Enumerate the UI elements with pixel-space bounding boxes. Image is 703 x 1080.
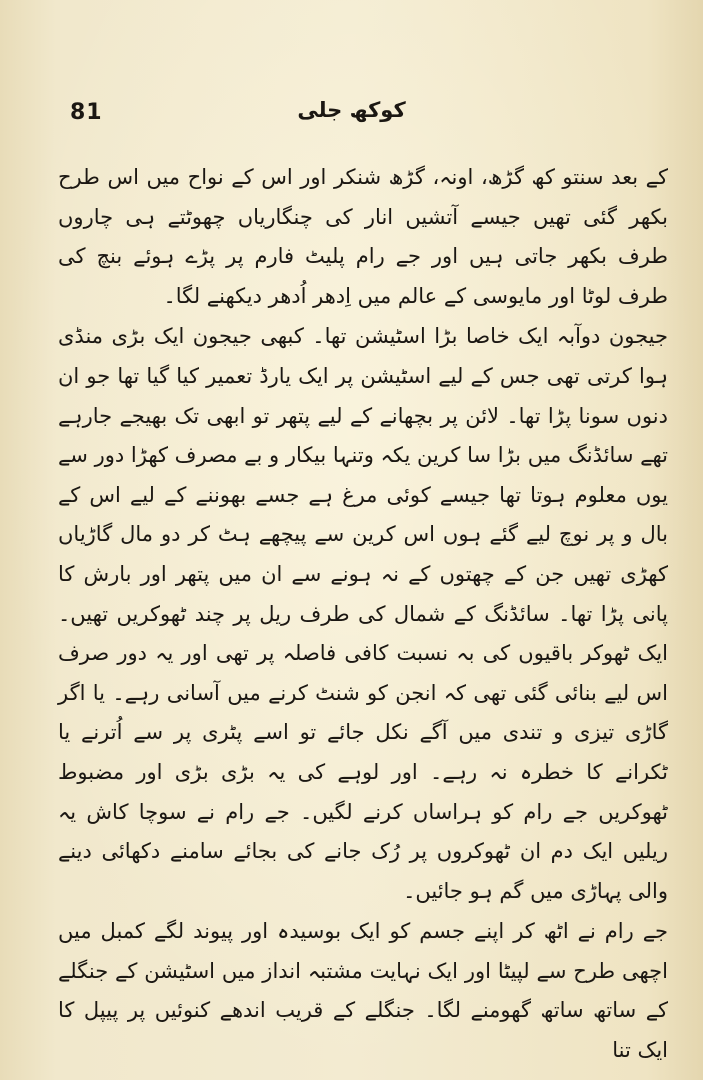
paragraph: جے رام نے اٹھ کر اپنے جسم کو ایک بوسیدہ اور پیوند لگے کمبل میں اچھی طرح سے لپیٹا اور ایک نہایت مشتبہ انداز میں اسٹیشن کے جنگلے کے ساتھ ساتھ گھومنے لگا۔ جنگلے کے قریب اندھے کنوئیں پر پیپل کا ایک تنا — [58, 919, 668, 1063]
paragraph: جیجون دوآبہ ایک خاصا بڑا اسٹیشن تھا۔ کبھی جیجون ایک بڑی منڈی ہوا کرتی تھی جس کے لیے اسٹیشن پر ایک یارڈ تعمیر کیا گیا تھا جو ان دنوں سونا پڑا تھا۔ لائن پر بچھانے کے لیے پتھر تو ابھی تک بھیجے جارہے تھے سائڈنگ میں بڑا سا کرین یکہ وتنہا بیکار و بے مصرف کھڑا دور سے یوں معلوم ہوتا تھا جیسے کوئی مرغ ہے جسے بھوننے کے لیے اس کے بال و پر نوچ لیے گئے ہوں اس کرین سے پیچھے ہٹ کر دو مال گاڑیاں کھڑی تھیں جن کے چھتوں کے نہ ہونے سے ان میں پتھر اور بارش کا پانی پڑا تھا۔ سائڈنگ کے شمال کی طرف ریل پر چند ٹھوکریں تھیں۔ ایک ٹھوکر باقیوں کی بہ نسبت کافی فاصلہ پر تھی اور یہ دور صرف اس لیے بنائی گئی تھی کہ انجن کو شنٹ کرنے میں آسانی رہے۔ یا اگر گاڑی تیزی و تندی میں آگے نکل جائے تو اسے پٹری پر سے اُترنے یا ٹکرانے کا خطرہ نہ رہے۔ اور لوہے کی یہ بڑی بڑی اور مضبوط ٹھوکریں جے رام کو ہراساں کرنے لگیں۔ جے رام نے سوچا کاش یہ ریلیں ایک دم ان ٹھوکروں پر رُک جانے کی بجائے سامنے دکھائی دینے والی پہاڑی میں گم ہو جائیں۔ — [58, 324, 668, 903]
page-number: 81 — [70, 100, 103, 125]
paragraph: کے بعد سنتو کھ گڑھ، اونہ، گڑھ شنکر اور اس کے نواح میں اس طرح بکھر گئی تھیں جیسے آتشیں انار کی چنگاریاں چھوٹتے ہی چاروں طرف بکھر جاتی ہیں اور جے رام پلیٹ فارم پر پڑے ہوئے بنچ کی طرف لوٹا اور مایوسی کے عالم میں اِدھر اُدھر دیکھنے لگا۔ — [58, 165, 668, 308]
body-text — [58, 158, 668, 1071]
running-title: کوکھ جلی — [297, 98, 406, 122]
